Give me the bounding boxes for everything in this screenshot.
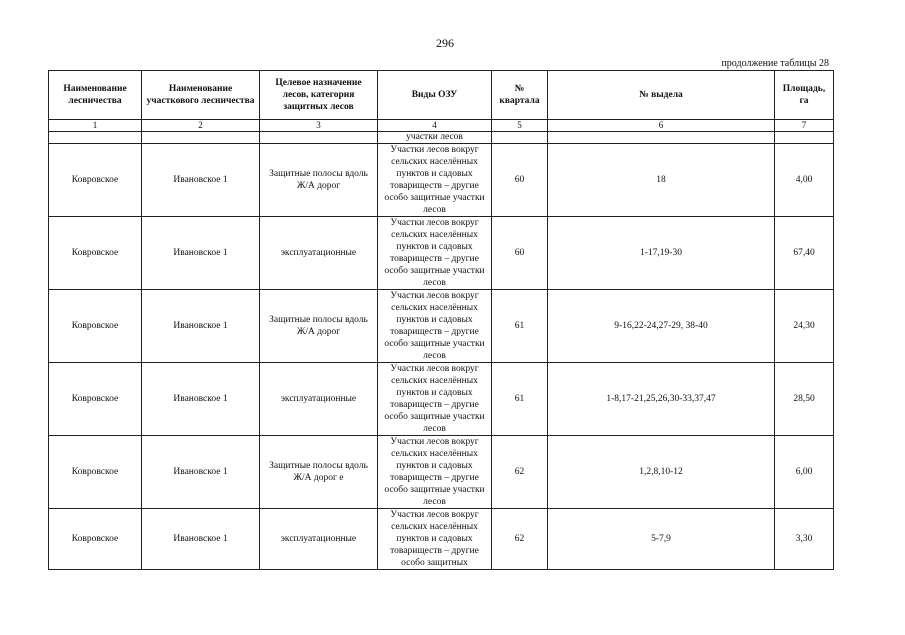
cell-ozu: Участки лесов вокруг сельских населённых пунктов и садовых товариществ – другие особо защитные участки лесов bbox=[378, 290, 492, 363]
cell-plots: 1-17,19-30 bbox=[548, 217, 775, 290]
column-number: 3 bbox=[260, 120, 378, 132]
cell-area: 6,00 bbox=[775, 436, 834, 509]
cell-plots: 5-7,9 bbox=[548, 509, 775, 570]
table-row bbox=[49, 290, 834, 363]
cell-forestry: Ковровское bbox=[49, 509, 142, 570]
cell-ozu: Участки лесов вокруг сельских населённых пунктов и садовых товариществ – другие особо защитные участки лесов bbox=[378, 217, 492, 290]
column-number: 1 bbox=[49, 120, 142, 132]
column-number: 5 bbox=[492, 120, 548, 132]
cell-ozu: Участки лесов вокруг сельских населённых пунктов и садовых товариществ – другие особо защитные участки лесов bbox=[378, 363, 492, 436]
header-plots: № выдела bbox=[548, 71, 775, 120]
cell-quarter: 60 bbox=[492, 144, 548, 217]
cell-plots: 1-8,17-21,25,26,30-33,37,47 bbox=[548, 363, 775, 436]
column-number-row bbox=[49, 120, 834, 132]
cell-forestry: Ковровское bbox=[49, 436, 142, 509]
header-forestry: Наименование лесничества bbox=[49, 71, 142, 120]
cell-quarter: 61 bbox=[492, 290, 548, 363]
cell-purpose: эксплуатационные bbox=[260, 509, 378, 570]
cell-district: Ивановское 1 bbox=[142, 363, 260, 436]
cell-quarter: 61 bbox=[492, 363, 548, 436]
cell-purpose: эксплуатационные bbox=[260, 217, 378, 290]
header-quarter: № квартала bbox=[492, 71, 548, 120]
table-continuation-label: продолжение таблицы 28 bbox=[721, 58, 829, 69]
cell-district: Ивановское 1 bbox=[142, 217, 260, 290]
cell-district: Ивановское 1 bbox=[142, 144, 260, 217]
cell-area: 67,40 bbox=[775, 217, 834, 290]
header-area: Площадь, га bbox=[775, 71, 834, 120]
table-row bbox=[49, 144, 834, 217]
header-district: Наименование участкового лесничества bbox=[142, 71, 260, 120]
cell-area: 4,00 bbox=[775, 144, 834, 217]
forest-table bbox=[48, 70, 834, 570]
column-number: 4 bbox=[378, 120, 492, 132]
column-number: 6 bbox=[548, 120, 775, 132]
cell-purpose: Защитные полосы вдоль Ж/А дорог bbox=[260, 290, 378, 363]
cell-ozu: Участки лесов вокруг сельских населённых пунктов и садовых товариществ – другие особо защитные участки лесов bbox=[378, 436, 492, 509]
column-number: 2 bbox=[142, 120, 260, 132]
cell-purpose: эксплуатационные bbox=[260, 363, 378, 436]
continued-ozu-cell: участки лесов bbox=[378, 132, 492, 144]
header-purpose: Целевое назначение лесов, категория защитных лесов bbox=[260, 71, 378, 120]
cell-forestry: Ковровское bbox=[49, 290, 142, 363]
cell-forestry: Ковровское bbox=[49, 144, 142, 217]
cell-plots: 1,2,8,10-12 bbox=[548, 436, 775, 509]
cell-area: 28,50 bbox=[775, 363, 834, 436]
cell-area: 24,30 bbox=[775, 290, 834, 363]
cell-quarter: 62 bbox=[492, 436, 548, 509]
cell-forestry: Ковровское bbox=[49, 217, 142, 290]
cell-area: 3,30 bbox=[775, 509, 834, 570]
table-row bbox=[49, 436, 834, 509]
cell-ozu: Участки лесов вокруг сельских населённых пунктов и садовых товариществ – другие особо защитные участки лесов bbox=[378, 144, 492, 217]
cell-ozu: Участки лесов вокруг сельских населённых пунктов и садовых товариществ – другие особо защитных bbox=[378, 509, 492, 570]
continued-row bbox=[49, 132, 834, 144]
cell-plots: 9-16,22-24,27-29, 38-40 bbox=[548, 290, 775, 363]
cell-forestry: Ковровское bbox=[49, 363, 142, 436]
cell-quarter: 62 bbox=[492, 509, 548, 570]
table-row bbox=[49, 363, 834, 436]
column-number: 7 bbox=[775, 120, 834, 132]
header-ozu: Виды ОЗУ bbox=[378, 71, 492, 120]
page-number: 296 bbox=[436, 36, 454, 50]
table-row bbox=[49, 217, 834, 290]
table-row bbox=[49, 509, 834, 570]
cell-purpose: Защитные полосы вдоль Ж/А дорог bbox=[260, 144, 378, 217]
cell-purpose: Защитные полосы вдоль Ж/А дорог е bbox=[260, 436, 378, 509]
cell-district: Ивановское 1 bbox=[142, 436, 260, 509]
cell-plots: 18 bbox=[548, 144, 775, 217]
cell-district: Ивановское 1 bbox=[142, 290, 260, 363]
table-header-row bbox=[49, 71, 834, 120]
cell-district: Ивановское 1 bbox=[142, 509, 260, 570]
cell-quarter: 60 bbox=[492, 217, 548, 290]
